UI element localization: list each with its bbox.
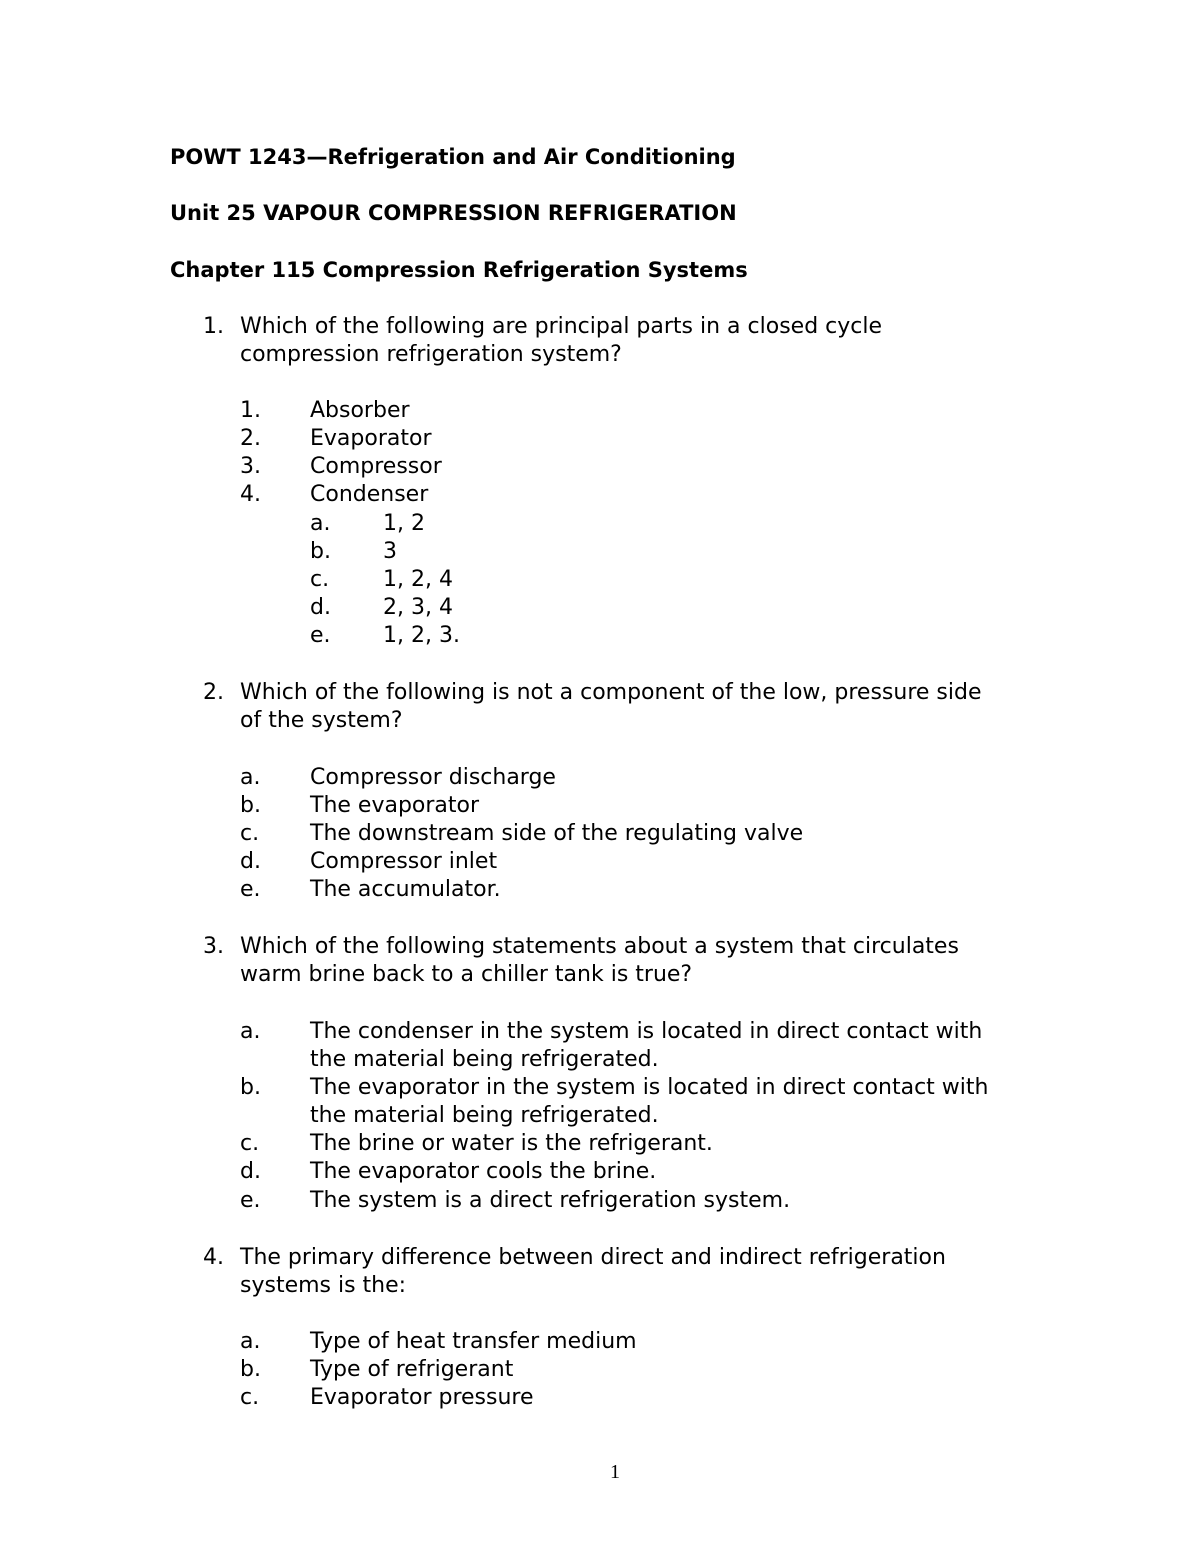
option-text: the material being refrigerated. bbox=[310, 1047, 659, 1072]
option-text: 2, 3, 4 bbox=[383, 595, 453, 620]
option-letter: e. bbox=[310, 623, 331, 648]
item-text: Absorber bbox=[310, 398, 410, 423]
option-letter: c. bbox=[240, 1385, 260, 1410]
option-letter: b. bbox=[240, 1075, 261, 1100]
item-text: Evaporator bbox=[310, 426, 432, 451]
option-letter: e. bbox=[240, 1188, 261, 1213]
question-number: 4. bbox=[203, 1245, 224, 1270]
option-text: 1, 2, 4 bbox=[383, 567, 453, 592]
option-text: The downstream side of the regulating valve bbox=[310, 821, 804, 846]
item-number: 4. bbox=[240, 482, 261, 507]
option-letter: b. bbox=[310, 539, 331, 564]
question-text: compression refrigeration system? bbox=[240, 342, 622, 367]
option-letter: d. bbox=[240, 1159, 261, 1184]
chapter-title: Chapter 115 Compression Refrigeration Systems bbox=[170, 258, 748, 282]
option-letter: a. bbox=[310, 511, 331, 536]
option-text: The brine or water is the refrigerant. bbox=[310, 1131, 713, 1156]
option-text: 1, 2 bbox=[383, 511, 425, 536]
item-text: Compressor bbox=[310, 454, 442, 479]
item-text: Condenser bbox=[310, 482, 429, 507]
option-letter: a. bbox=[240, 765, 261, 790]
option-text: The evaporator bbox=[310, 793, 480, 818]
option-text: Type of refrigerant bbox=[310, 1357, 514, 1382]
question-text: systems is the: bbox=[240, 1273, 407, 1298]
question-text: Which of the following statements about a system that circulates bbox=[240, 934, 959, 959]
question-text: Which of the following is not a component of the low, pressure side bbox=[240, 680, 982, 705]
option-text: Type of heat transfer medium bbox=[310, 1329, 637, 1354]
option-letter: c. bbox=[240, 821, 260, 846]
option-text: the material being refrigerated. bbox=[310, 1103, 659, 1128]
option-letter: e. bbox=[240, 877, 261, 902]
item-number: 3. bbox=[240, 454, 261, 479]
option-letter: c. bbox=[310, 567, 330, 592]
option-letter: b. bbox=[240, 1357, 261, 1382]
question-text: of the system? bbox=[240, 708, 403, 733]
page-number: 1 bbox=[610, 1461, 620, 1483]
question-text: Which of the following are principal parts in a closed cycle bbox=[240, 314, 883, 339]
question-number: 2. bbox=[203, 680, 224, 705]
question-text: The primary difference between direct and indirect refrigeration bbox=[240, 1245, 946, 1270]
option-text: The evaporator in the system is located in direct contact with bbox=[310, 1075, 989, 1100]
option-letter: a. bbox=[240, 1329, 261, 1354]
option-letter: a. bbox=[240, 1019, 261, 1044]
option-text: The system is a direct refrigeration system. bbox=[310, 1188, 791, 1213]
option-text: 3 bbox=[383, 539, 397, 564]
unit-title: Unit 25 VAPOUR COMPRESSION REFRIGERATION bbox=[170, 201, 737, 225]
option-text: The condenser in the system is located in direct contact with bbox=[310, 1019, 983, 1044]
question-number: 1. bbox=[203, 314, 224, 339]
question-text: warm brine back to a chiller tank is true? bbox=[240, 962, 693, 987]
option-text: Evaporator pressure bbox=[310, 1385, 534, 1410]
item-number: 1. bbox=[240, 398, 261, 423]
question-number: 3. bbox=[203, 934, 224, 959]
item-number: 2. bbox=[240, 426, 261, 451]
option-text: The accumulator. bbox=[310, 877, 501, 902]
option-letter: b. bbox=[240, 793, 261, 818]
option-text: The evaporator cools the brine. bbox=[310, 1159, 657, 1184]
course-title: POWT 1243—Refrigeration and Air Conditioning bbox=[170, 145, 736, 169]
option-letter: d. bbox=[240, 849, 261, 874]
option-text: Compressor inlet bbox=[310, 849, 498, 874]
option-letter: d. bbox=[310, 595, 331, 620]
option-letter: c. bbox=[240, 1131, 260, 1156]
option-text: 1, 2, 3. bbox=[383, 623, 460, 648]
option-text: Compressor discharge bbox=[310, 765, 556, 790]
